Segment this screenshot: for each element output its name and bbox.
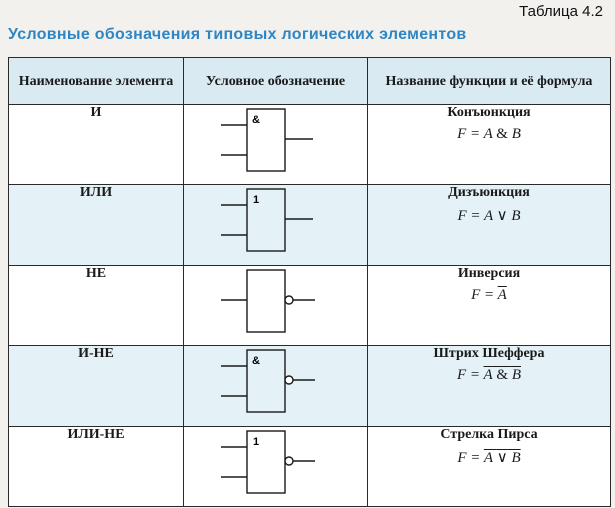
table-row — [9, 105, 611, 185]
function-name: Конъюнкция — [447, 105, 531, 120]
page-title: Условные обозначения типовых логических элементов — [8, 26, 467, 43]
nor-gate-icon — [221, 427, 331, 499]
element-name: И-НЕ — [9, 346, 184, 426]
gate-label: & — [251, 114, 260, 126]
function-formula: F = A & B — [456, 367, 522, 384]
element-name: ИЛИ — [9, 185, 184, 265]
header-function: Название функции и её формула — [368, 58, 611, 105]
header-symbol: Условное обозначение — [184, 58, 368, 105]
function-formula: F = A ∨ B — [457, 449, 521, 466]
table-number: Таблица 4.2 — [519, 3, 603, 20]
table-row — [9, 426, 611, 506]
gate-symbol — [184, 346, 368, 426]
or-gate-icon — [221, 185, 331, 257]
logic-elements-table — [8, 57, 611, 507]
header-name: Наименование элемента — [9, 58, 184, 105]
gate-label: & — [251, 355, 260, 368]
function-formula: F = A ∨ B — [457, 208, 521, 225]
function-name: Дизъюнкция — [448, 185, 530, 201]
function-name: Стрелка Пирса — [440, 426, 538, 442]
table-row — [9, 346, 611, 426]
element-name: НЕ — [9, 265, 184, 345]
element-name: ИЛИ-НЕ — [9, 426, 184, 506]
nand-gate-icon — [221, 346, 331, 418]
function-formula: F = A & B — [457, 126, 521, 142]
gate-symbol — [184, 426, 368, 506]
gate-symbol — [184, 185, 368, 265]
table-row — [9, 185, 611, 265]
table-row — [9, 265, 611, 345]
gate-label: 1 — [252, 435, 259, 448]
gate-label: 1 — [252, 194, 259, 207]
table-header-row — [9, 58, 611, 105]
gate-symbol — [184, 265, 368, 345]
element-name: И — [9, 105, 184, 185]
function-name: Инверсия — [457, 265, 521, 281]
and-gate-icon — [221, 105, 331, 177]
function-formula: $F = \overline{A}$ — [471, 286, 507, 303]
gate-symbol — [184, 105, 368, 185]
not-gate-icon — [221, 266, 331, 338]
function-name: Штрих Шеффера — [433, 346, 545, 362]
